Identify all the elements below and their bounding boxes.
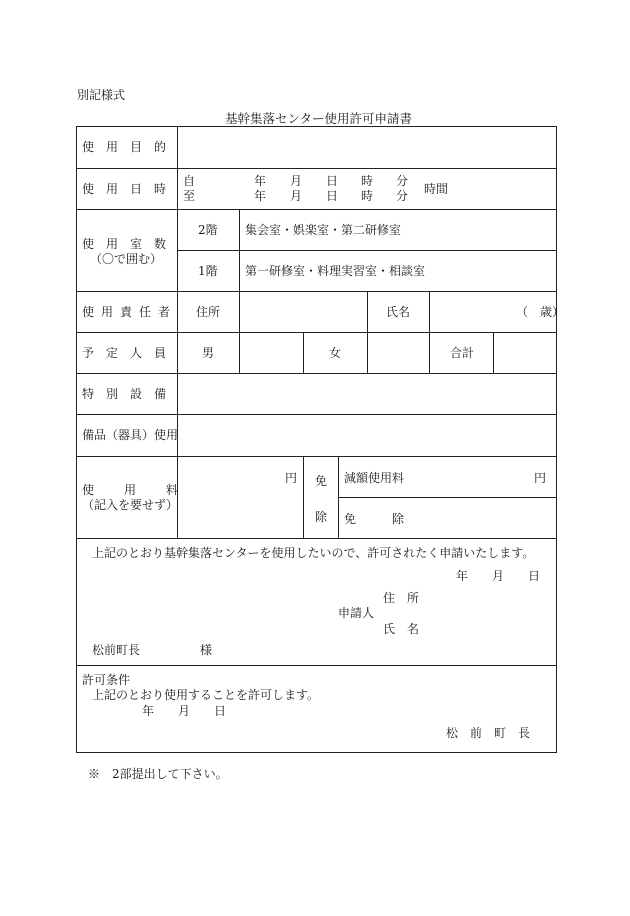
female-label: 女 xyxy=(329,346,342,360)
form-number: 別記様式 xyxy=(77,88,126,102)
age-label: （ 歳） xyxy=(516,305,565,319)
permission-date: 年 月 日 xyxy=(142,704,227,718)
exempt-char-2: 除 xyxy=(315,510,328,524)
floor2-rooms[interactable]: 集会室・娯楽室・第二研修室 xyxy=(245,223,402,237)
permission-heading: 許可条件 xyxy=(82,673,131,687)
floor1-label: 1階 xyxy=(198,264,218,278)
permission-statement: 上記のとおり使用することを許可します。 xyxy=(92,688,320,702)
fee-label: 使用料 xyxy=(82,483,209,497)
female-count-field[interactable] xyxy=(368,333,429,373)
male-label: 男 xyxy=(202,346,215,360)
addressee: 松前町長 様 xyxy=(92,643,213,657)
rooms-label: 使用室数 xyxy=(82,237,179,251)
application-form xyxy=(76,126,565,753)
total-label: 合計 xyxy=(450,346,475,360)
to-day: 日 xyxy=(326,189,339,203)
reduced-fee-label: 減額使用料 xyxy=(344,471,405,485)
from-day: 日 xyxy=(326,174,339,188)
equipment-use-label: 備品（器具）使用 xyxy=(82,428,179,442)
name-label: 氏名 xyxy=(386,305,411,319)
equipment-use-field[interactable] xyxy=(178,415,556,456)
applicant-label: 申請人 xyxy=(338,606,375,620)
application-statement: 上記のとおり基幹集落センターを使用したいので、許可されたく申請いたします。 xyxy=(92,546,535,560)
from-minute: 分 xyxy=(396,174,409,188)
exemption-label: 免 除 xyxy=(344,512,405,526)
to-month: 月 xyxy=(290,189,303,203)
purpose-label: 使用目的 xyxy=(82,140,179,154)
special-equipment-field[interactable] xyxy=(178,374,556,414)
from-month: 月 xyxy=(290,174,303,188)
duration-unit: 時間 xyxy=(424,182,449,196)
applicant-name-label: 氏 名 xyxy=(383,622,420,636)
reduced-fee-yen: 円 xyxy=(534,471,547,485)
attendees-label: 予定人員 xyxy=(82,346,179,360)
application-date[interactable]: 年 月 日 xyxy=(456,569,541,583)
datetime-label: 使用日時 xyxy=(82,182,179,196)
floor2-label: 2階 xyxy=(198,223,218,237)
address-label: 住所 xyxy=(196,305,221,319)
responsible-label: 使用責任者 xyxy=(82,305,178,319)
footnote: ※ 2部提出して下さい。 xyxy=(88,767,228,781)
male-count-field[interactable] xyxy=(240,333,303,373)
page-title: 基幹集落センター使用許可申請書 xyxy=(225,111,413,126)
fee-yen: 円 xyxy=(285,471,298,485)
exempt-char-1: 免 xyxy=(315,474,328,488)
address-field[interactable] xyxy=(240,292,367,332)
datetime-from: 自 xyxy=(183,174,196,188)
from-year: 年 xyxy=(254,174,267,188)
fee-note: （記入を要せず） xyxy=(82,498,179,512)
applicant-address-label: 住 所 xyxy=(383,591,420,605)
datetime-to: 至 xyxy=(183,189,196,203)
to-hour: 時 xyxy=(361,189,374,203)
from-hour: 時 xyxy=(361,174,374,188)
rooms-note: （〇で囲む） xyxy=(90,252,163,266)
purpose-field[interactable] xyxy=(178,127,556,168)
permission-issuer: 松 前 町 長 xyxy=(446,726,531,740)
total-count-field[interactable] xyxy=(494,333,556,373)
to-year: 年 xyxy=(254,189,267,203)
floor1-rooms[interactable]: 第一研修室・料理実習室・相談室 xyxy=(245,264,426,278)
to-minute: 分 xyxy=(396,189,409,203)
special-equipment-label: 特別設備 xyxy=(82,387,179,401)
